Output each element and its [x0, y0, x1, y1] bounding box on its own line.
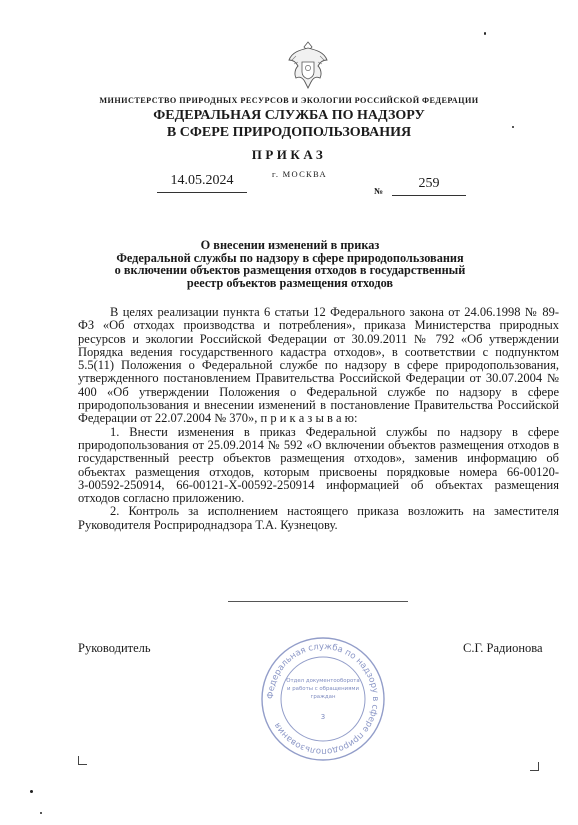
title-line: Федеральной службы по надзору в сфере природопользования [116, 250, 464, 265]
number-sign: № [374, 186, 384, 196]
seal-center-line: граждан [310, 694, 336, 700]
scan-speck [484, 32, 486, 35]
city: г. МОСКВА [272, 169, 327, 179]
seal-number: 3 [320, 713, 326, 721]
seal-center-line: Отдел документооборота [286, 678, 360, 684]
title-line: О внесении изменений в приказ [200, 238, 380, 252]
item-1-paragraph: 1. Внести изменения в приказ Федеральной службы по надзору в сфере природопользования от 25.09.2014 № 592 «О включении объектов размещения отходов в государственный реестр объектов размещения отходов», заменив информацию об объектах размещения отходов, которым присвоены порядковые номера 66-00120-З-00592-250914, 66-00121-Х-00592-250914 информацией об объектах размещения отходов согласно приложению. [78, 424, 559, 506]
stamp-icon [258, 634, 388, 764]
service-name-line2: В СФЕРЕ ПРИРОДОПОЛЬЗОВАНИЯ [166, 125, 412, 140]
signatory-name: С.Г. Радионова [463, 641, 543, 655]
order-date: 14.05.2024 [157, 173, 247, 193]
document-type: ПРИКАЗ [251, 147, 327, 162]
corner-mark [530, 762, 539, 771]
seal-ring-text: Федеральная служба по надзору в сфере природопользования [265, 641, 381, 757]
service-name-line1: ФЕДЕРАЛЬНАЯ СЛУЖБА ПО НАДЗОРУ [153, 108, 425, 123]
scan-speck [40, 812, 42, 814]
title-line: о включении объектов размещения отходов в государственный [114, 263, 466, 278]
order-title [60, 239, 520, 289]
corner-mark [78, 756, 87, 765]
title-line: реестр объектов размещения отходов [186, 275, 394, 290]
seal-center-line: и работы с обращениями [287, 686, 359, 692]
signatory-position: Руководитель [78, 641, 151, 655]
item-2-paragraph: 2. Контроль за исполнением настоящего приказа возложить на заместителя Руководителя Росприроднадзора Т.А. Кузнецову. [78, 504, 559, 532]
scan-speck [512, 126, 514, 128]
separator-line [228, 601, 408, 602]
ministry-name: МИНИСТЕРСТВО ПРИРОДНЫХ РЕСУРСОВ И ЭКОЛОГИИ РОССИЙСКОЙ ФЕДЕРАЦИИ [99, 96, 479, 105]
service-name [0, 107, 578, 141]
preamble-paragraph: В целях реализации пункта 6 статьи 12 Федерального закона от 24.06.1998 № 89-ФЗ «Об отходах производства и потребления», приказа Министерства природных ресурсов и экологии Российской Федерации от 30.09.2011 № 792 «Об утверждении Порядка ведения государственного кадастра отходов», в соответствии с подпунктом 5.5(11) Положения о Федеральной службе по надзору в сфере природопользования, утвержденного постановлением Правительства Российской Федерации от 30.07.2004 № 400 «Об утверждении Положения о Федеральной службе по надзору в сфере природопользования и внесении изменений в постановление Правительства Российской Федерации от 22.07.2004 № 370», п р и к а з ы в а ю: [78, 305, 559, 426]
scan-speck [30, 790, 33, 793]
order-number: 259 [392, 176, 466, 196]
order-body [78, 306, 559, 532]
coat-of-arms-icon [286, 38, 330, 92]
